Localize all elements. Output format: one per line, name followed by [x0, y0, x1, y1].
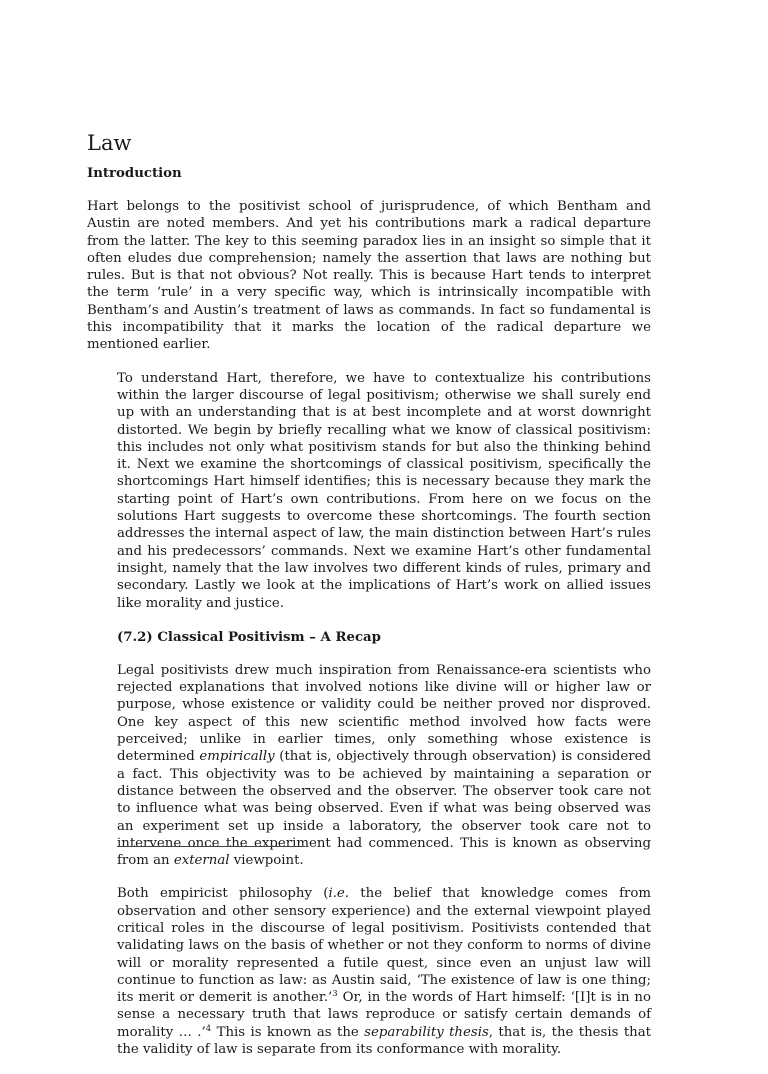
empiricist-text-3: Or, in the words of Hart himself: ‘[I]t is in no sense a necessary truth that laws reproduce or satisfy certain demands of morality … .’: [117, 990, 651, 1040]
positivism-emphasis-external: external: [173, 853, 230, 869]
indented-block: [117, 370, 651, 1059]
positivism-text-3: viewpoint.: [229, 853, 304, 869]
intro-heading: Introduction: [87, 166, 182, 181]
empiricist-text-1: Both empiricist philosophy (: [117, 886, 329, 902]
positivism-paragraph: [117, 662, 651, 870]
document-title: Law: [87, 131, 132, 155]
positivism-text-2: (that is, objectively through observation) is considered a fact. This objectivity was to be achieved by maintaining a separation or distance between the observed and the observer. The observer took care not to influence what was being observed. Even if what was being observed was an experiment set up inside a laboratory, the observer took care not to intervene once the experiment had commenced. This is known as observing from an: [117, 749, 651, 869]
footnote-ref-4[interactable]: 4: [205, 1023, 212, 1034]
footnote-divider: [117, 846, 305, 847]
empiricist-paragraph: [117, 885, 651, 1058]
empiricist-text-4: This is known as the: [211, 1024, 365, 1040]
empiricist-emphasis-ie: i.e.: [328, 886, 350, 902]
positivism-emphasis-empirically: empirically: [199, 749, 275, 765]
intro-paragraph: Hart belongs to the positivist school of jurisprudence, of which Bentham and Austin are noted members. And yet his contributions mark a radical departure from the latter. The key to this seeming paradox lies in an insight so simple that it often eludes due comprehension; namely the assertion that laws are nothing but rules. But is that not obvious? Not really. This is because Hart tends to interpret the term ‘rule’ in a very specific way, which is intrinsically incompatible with Bentham’s and Austin’s treatment of laws as commands. In fact so fundamental is this incompatibility that it marks the location of the radical departure we mentioned earlier.: [87, 199, 651, 353]
overview-paragraph: To understand Hart, therefore, we have to contextualize his contributions within the larger discourse of legal positivism; otherwise we shall surely end up with an understanding that is at best incomplete and at worst downright distorted. We begin by briefly recalling what we know of classical positivism: this includes not only what positivism stands for but also the thinking behind it. Next we examine the shortcomings of classical positivism, specifically the shortcomings Hart himself identifies; this is necessary because they mark the starting point of Hart’s own contributions. From here on we focus on the solutions Hart suggests to overcome these shortcomings. The fourth section addresses the internal aspect of law, the main distinction between Hart’s rules and his predecessors’ commands. Next we examine Hart’s other fundamental insight, namely that the law involves two different kinds of rules, primary and secondary. Lastly we look at the implications of Hart’s work on allied issues like morality and justice.: [117, 370, 651, 611]
positivism-text-1: Legal positivists drew much inspiration from Renaissance-era scientists who rejected explanations that involved notions like divine will or higher law or purpose, whose existence or validity could be neither proved nor disproved. One key aspect of this new scientific method involved how facts were perceived; unlike in earlier times, only something whose existence is determined: [117, 662, 651, 765]
empiricist-text-2: the belief that knowledge comes from observation and other sensory experience) and the external viewpoint played critical roles in the discourse of legal positivism. Positivists contended that validating laws on the basis of whether or not they conform to norms of divine will or morality represented a futile quest, since even an unjust law will continue to function as law: as Austin said, ‘The existence of law is one thing; its merit or demerit is another.’: [117, 886, 651, 1006]
document-page: [87, 128, 651, 1074]
section-heading-classical-positivism: (7.2) Classical Positivism – A Recap: [117, 629, 381, 645]
footnote-ref-3[interactable]: 3: [332, 989, 338, 1000]
empiricist-text-5: , that is, the thesis that the validity of law is separate from its conformance with morality.: [117, 1024, 652, 1058]
empiricist-emphasis-separability: separability thesis: [364, 1024, 489, 1040]
